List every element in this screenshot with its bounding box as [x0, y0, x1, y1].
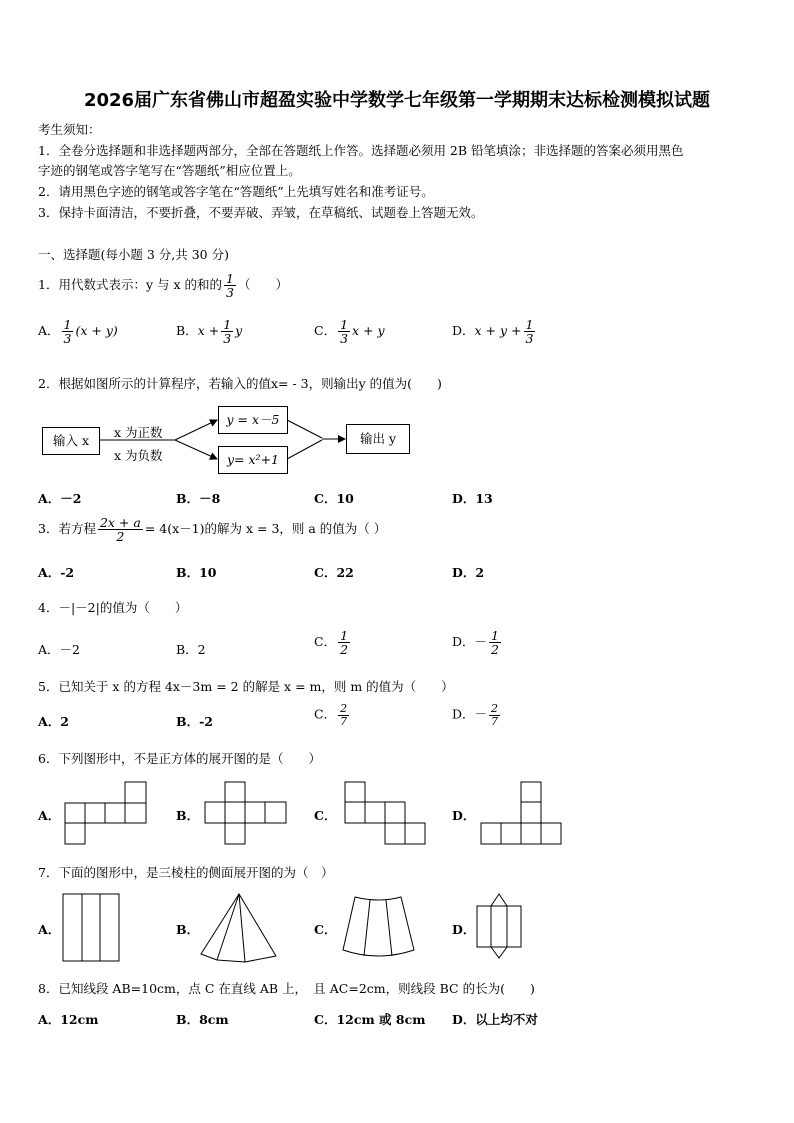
q2-option-c: C．10: [314, 491, 354, 506]
q8-option-c: C．12cm 或 8cm: [314, 1012, 426, 1027]
notice-item-2: 2．请用黑色字迹的钢笔或答字笔在“答题纸”上先填写姓名和准考证号。: [38, 184, 434, 199]
q3-stem-pre: 3．若方程: [38, 521, 96, 537]
q1-a-rest: (x + y): [75, 323, 118, 339]
q5-c-den: 7: [340, 714, 348, 728]
q1-a-den: 3: [63, 331, 72, 347]
q5-d-label: D．－: [452, 706, 488, 722]
q2-option-d: D．13: [452, 491, 493, 506]
q1-frac-numerator: 1: [226, 271, 234, 286]
q1-option-b-label: B．: [176, 323, 198, 339]
q4-c-num: 1: [340, 628, 349, 643]
q1-option-a-label: A．: [38, 323, 60, 339]
q3-stem-rest: = 4(x－1)的解为 x = 3，则 a 的值为（ ）: [144, 521, 387, 537]
q5-d-num: 2: [491, 702, 499, 715]
q1-d-den: 3: [525, 331, 534, 347]
q5-option-b: B．-2: [176, 714, 213, 729]
q4-d-label: D．－: [452, 634, 488, 650]
q8-option-a: A．12cm: [38, 1012, 99, 1027]
q5-stem: 5．已知关于 x 的方程 4x－3m = 2 的解是 x = m，则 m 的值为（ ）: [38, 679, 454, 694]
flowchart-branch-negative: x 为负数: [114, 448, 163, 463]
q1-c-den: 3: [340, 331, 349, 347]
q8-option-b: B．8cm: [176, 1012, 229, 1027]
notice-item-1-line-2: 字迹的钢笔或答字笔写在“答题纸”相应位置上。: [38, 163, 301, 178]
flowchart-input-box: 输入 x: [42, 427, 100, 455]
q1-frac-denominator: 3: [226, 285, 234, 301]
page-title: 2026届广东省佛山市超盈实验中学数学七年级第一学期期末达标检测模拟试题: [83, 90, 711, 111]
q2-option-a: A．－2: [38, 491, 82, 506]
q7-option-b-label: B．: [176, 922, 200, 937]
prism-net-c: [343, 897, 414, 956]
q2-stem: 2．根据如图所示的计算程序，若输入的值x= - 3，则输出y 的值为( ): [38, 376, 442, 391]
flowchart-formula-top: y = x－5: [218, 406, 288, 434]
notice-item-3: 3．保持卡面清洁，不要折叠，不要弄破、弄皱，在草稿纸、试题卷上答题无效。: [38, 205, 484, 220]
q1-b-pre: x +: [197, 323, 220, 339]
q1-d-pre: x + y +: [474, 323, 522, 339]
q1-b-num: 1: [223, 317, 232, 332]
q7-option-c-label: C．: [314, 922, 337, 937]
q4-option-b: B．2: [176, 642, 206, 657]
q7-option-a-label: A．: [38, 922, 61, 937]
q1-option-c-label: C．: [314, 323, 337, 339]
q4-c-label: C．: [314, 634, 337, 650]
q1-c-num: 1: [340, 317, 349, 332]
q8-stem: 8．已知线段 AB=10cm，点 C 在直线 AB 上， 且 AC=2cm，则线段 BC 的长为( ): [38, 981, 535, 996]
q5-d-den: 7: [491, 714, 499, 728]
prism-net-b: [201, 894, 276, 962]
q5-c-label: C．: [314, 706, 337, 722]
flowchart-formula-bottom: y= x²+1: [218, 446, 288, 474]
q1-b-den: 3: [223, 331, 232, 347]
q3-frac-num: 2x + a: [99, 515, 141, 530]
q4-d-num: 1: [491, 628, 499, 643]
q4-stem: 4．－|－2|的值为（ ）: [38, 600, 188, 615]
q5-c-num: 2: [340, 702, 348, 715]
q1-b-rest: y: [235, 323, 243, 339]
q3-frac-den: 2: [116, 529, 125, 545]
q1-stem-text: 1．用代数式表示：y 与 x 的和的: [38, 277, 222, 293]
q3-option-c: C．22: [314, 565, 354, 580]
q6-option-c-label: C．: [314, 808, 337, 823]
q6-stem: 6．下列图形中，不是正方体的展开图的是（ ）: [38, 751, 321, 766]
q4-d-den: 2: [491, 642, 499, 658]
prism-net-d: [477, 894, 521, 958]
q6-option-a-label: A．: [38, 808, 61, 823]
q1-paren: （ ）: [237, 277, 288, 293]
q2-option-b: B．－8: [176, 491, 221, 506]
prism-net-a: [63, 894, 119, 961]
flowchart-output-box: 输出 y: [346, 424, 410, 454]
q7-stem: 7．下面的图形中，是三棱柱的侧面展开图的为（ ）: [38, 865, 334, 880]
q6-option-d-label: D．: [452, 808, 476, 823]
q1-a-num: 1: [63, 317, 72, 332]
q6-option-b-label: B．: [176, 808, 200, 823]
flowchart-branch-positive: x 为正数: [114, 425, 163, 440]
q8-option-d: D．以上均不对: [452, 1012, 538, 1027]
notice-item-1-line-1: 1．全卷分选择题和非选择题两部分，全部在答题纸上作答。选择题必须用 2B 铅笔填涂；非选择题的答案必须用黑色: [38, 143, 684, 158]
q3-option-d: D．2: [452, 565, 485, 580]
section-heading: 一、选择题(每小题 3 分,共 30 分): [38, 247, 229, 262]
q4-c-den: 2: [340, 642, 349, 658]
q3-option-a: A．-2: [38, 565, 75, 580]
q7-option-d-label: D．: [452, 922, 476, 937]
q4-option-a: A．－2: [38, 642, 80, 657]
q5-option-a: A．2: [38, 714, 69, 729]
q1-option-d-label: D．: [452, 323, 475, 339]
q3-option-b: B．10: [176, 565, 217, 580]
notice-heading: 考生须知：: [38, 122, 101, 137]
q1-d-num: 1: [525, 317, 534, 332]
q1-c-rest: x + y: [352, 323, 385, 339]
